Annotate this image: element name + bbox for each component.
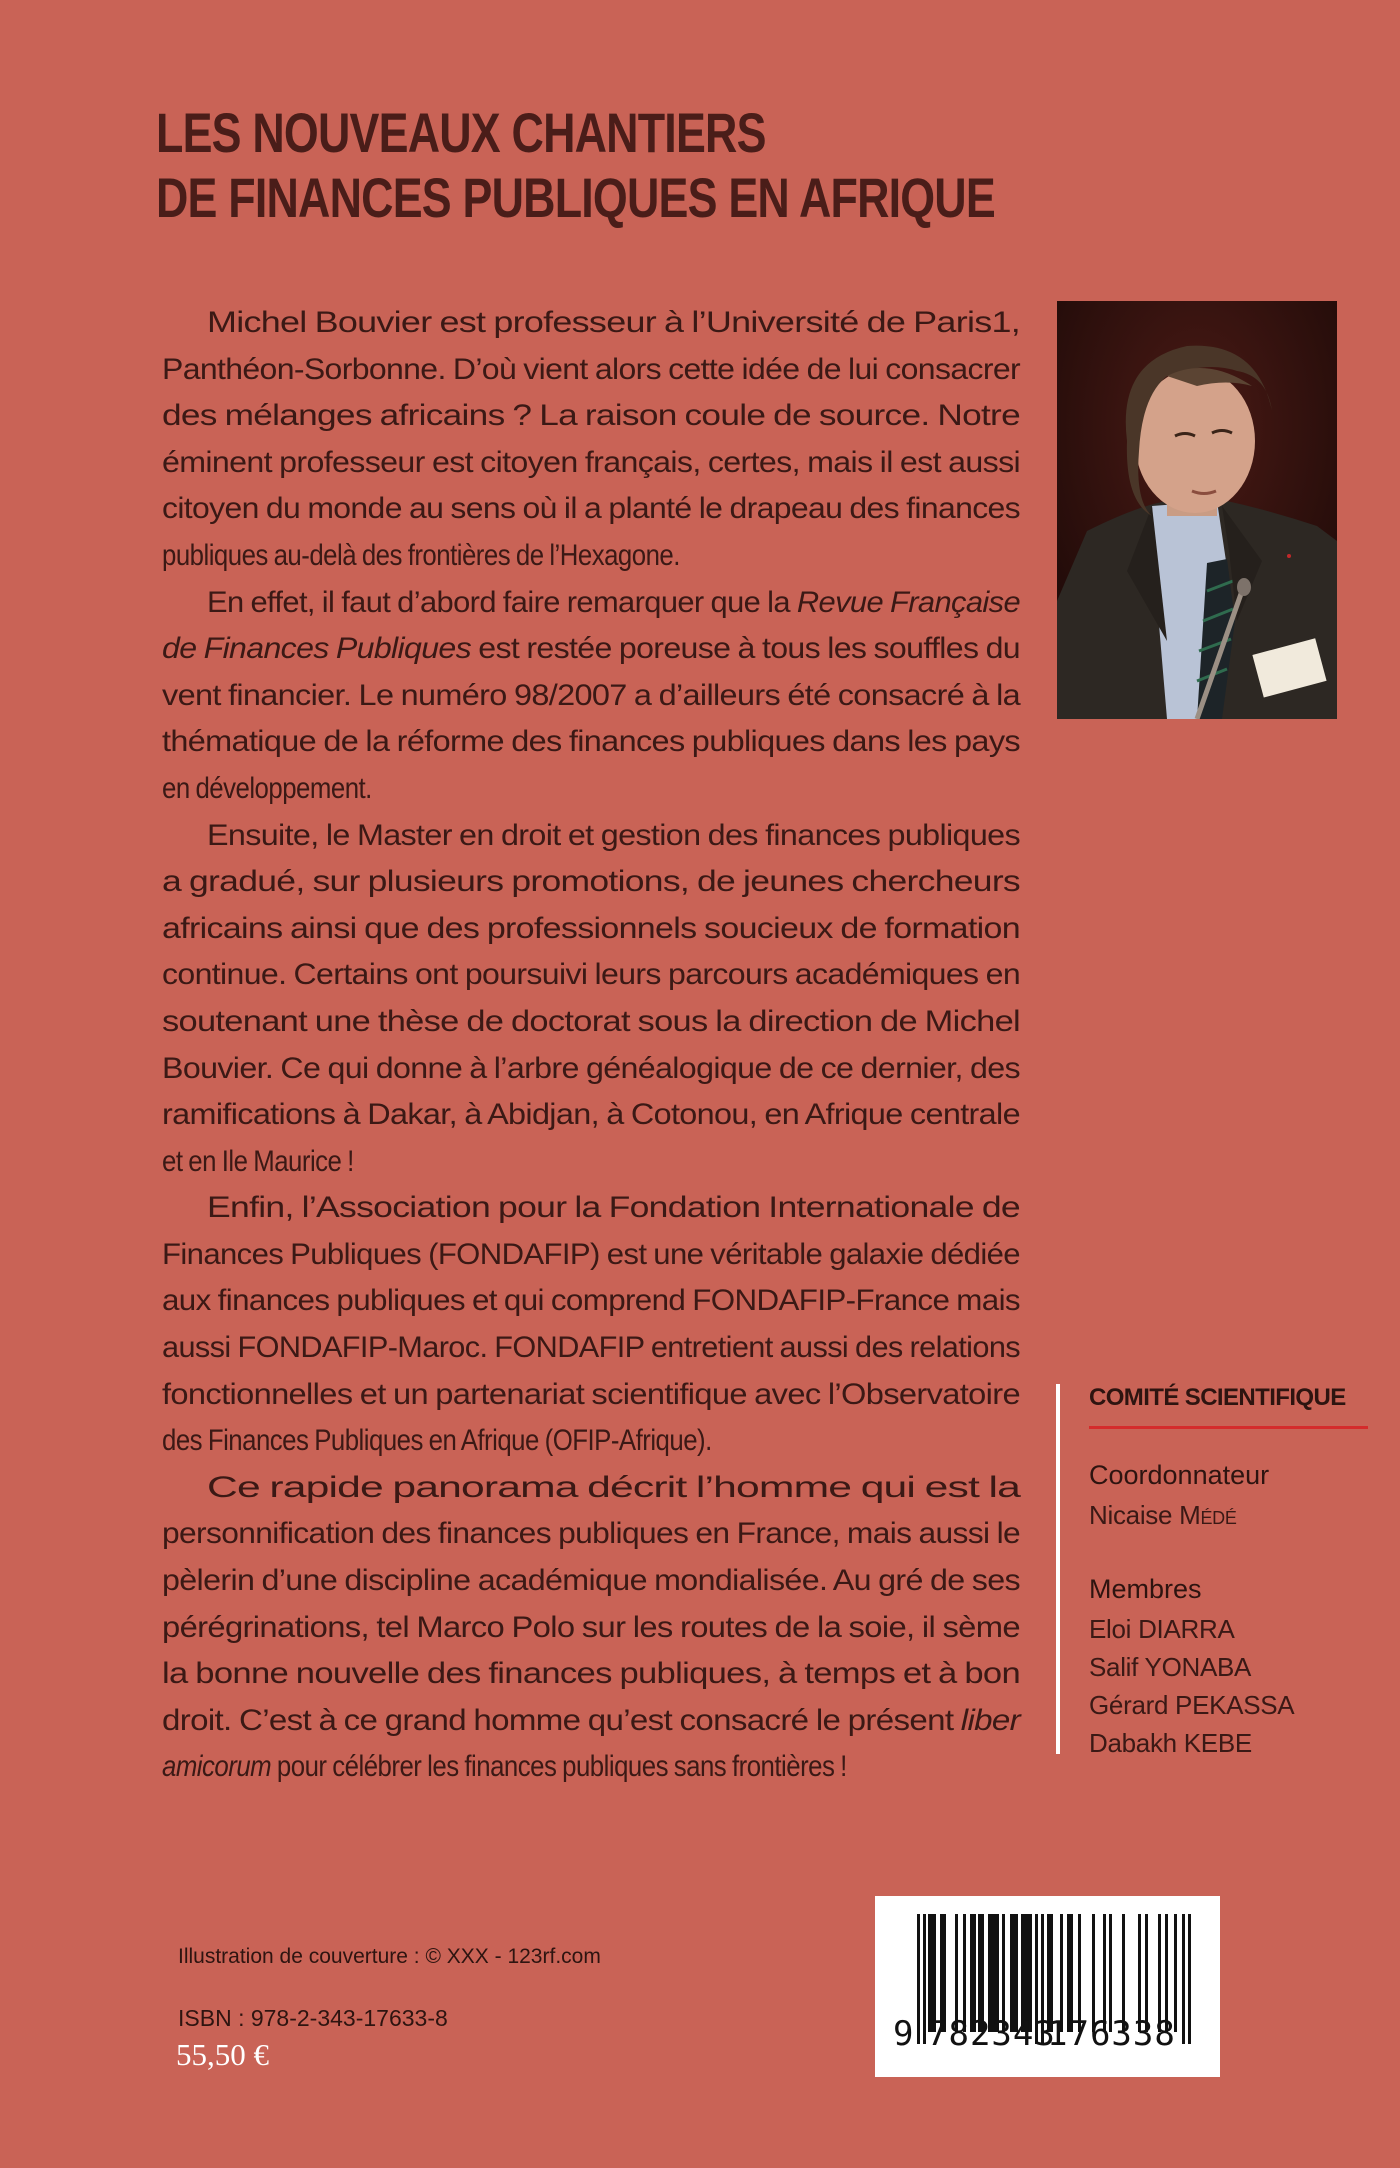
- committee-vertical-divider: [1056, 1384, 1060, 1754]
- member-name: Dabakh KEBE: [1089, 1728, 1252, 1758]
- text-line: Bouvier. Ce qui donne à l’arbre généalogique de ce dernier, des: [162, 1051, 1020, 1085]
- text-line: des Finances Publiques en Afrique (OFIP-Afrique).: [162, 1424, 712, 1458]
- latin-phrase-italic: liber: [960, 1703, 1021, 1737]
- blurb-paragraph-5: [162, 1465, 1020, 1791]
- text-line: vent financier. Le numéro 98/2007 a d’ailleurs été consacré à la: [162, 678, 1021, 712]
- book-title: [156, 100, 995, 230]
- text-line: Ensuite, le Master en droit et gestion des finances publiques: [207, 818, 1021, 852]
- scientific-committee: [1056, 1384, 1376, 1758]
- blurb-paragraph-1: [162, 300, 1020, 580]
- blurb-paragraph-4: [162, 1185, 1020, 1465]
- text-run: droit. C’est à ce grand homme qu’est consacré le présent: [162, 1703, 961, 1737]
- author-photo: [1057, 301, 1337, 719]
- text-line: la bonne nouvelle des finances publiques, à temps et à bon: [162, 1657, 1021, 1691]
- isbn-barcode: [875, 1896, 1220, 2077]
- coordinator-first-name: Nicaise: [1089, 1500, 1180, 1530]
- text-line: africains ainsi que des professionnels soucieux de formation: [162, 911, 1020, 945]
- member-name: Eloi DIARRA: [1089, 1614, 1235, 1644]
- barcode-first-digit: 9: [893, 2014, 915, 2054]
- committee-heading-underline: [1089, 1426, 1368, 1429]
- text-line: continue. Certains ont poursuivi leurs parcours académiques en: [162, 958, 1021, 992]
- blurb-paragraph-2: [162, 580, 1020, 813]
- blurb-paragraph-3: [162, 813, 1020, 1186]
- text-line: [162, 1698, 1020, 1745]
- text-run: En effet, il faut d’abord faire remarquer que la: [207, 585, 797, 619]
- text-run: pour célébrer les finances publiques sans frontières !: [271, 1750, 847, 1784]
- text-line: aux finances publiques et qui comprend FONDAFIP-France mais: [162, 1284, 1020, 1318]
- barcode-group-1: 782343: [927, 2014, 1056, 2054]
- text-line: [162, 626, 1020, 673]
- text-line: Enfin, l’Association pour la Fondation Internationale de: [207, 1191, 1020, 1225]
- text-line: éminent professeur est citoyen français, certes, mais il est aussi: [162, 445, 1021, 479]
- committee-heading: COMITÉ SCIENTIFIQUE: [1089, 1384, 1346, 1411]
- isbn: ISBN : 978-2-343-17633-8: [178, 2005, 448, 2031]
- text-line: pérégrinations, tel Marco Polo sur les routes de la soie, il sème: [162, 1610, 1020, 1644]
- journal-title-italic: Revue Française: [796, 585, 1021, 619]
- price: 55,50 €: [176, 2037, 269, 2072]
- text-line: personnification des finances publiques en France, mais aussi le: [162, 1517, 1021, 1551]
- text-line: ramifications à Dakar, à Abidjan, à Cotonou, en Afrique centrale: [162, 1098, 1020, 1132]
- journal-title-italic: de Finances Publiques: [162, 632, 472, 666]
- member-name: Gérard PEKASSA: [1089, 1690, 1295, 1720]
- text-line: et en Ile Maurice !: [162, 1144, 354, 1178]
- text-run: est restée poreuse à tous les souffles du: [471, 632, 1021, 666]
- text-line: fonctionnelles et un partenariat scientifique avec l’Observatoire: [162, 1377, 1020, 1411]
- coordinator-last-rest: ÉDÉ: [1200, 1508, 1237, 1528]
- text-line: pèlerin d’une discipline académique mondialisée. Au gré de ses: [162, 1564, 1021, 1598]
- book-title-line-2: DE FINANCES PUBLIQUES EN AFRIQUE: [156, 166, 995, 229]
- text-line: thématique de la réforme des finances publiques dans les pays: [162, 725, 1020, 759]
- text-line: [162, 1744, 1020, 1791]
- member-name: Salif YONABA: [1089, 1652, 1252, 1682]
- book-title-line-1: LES NOUVEAUX CHANTIERS: [156, 101, 766, 164]
- back-cover-blurb: [162, 300, 1020, 1791]
- text-line: Panthéon-Sorbonne. D’où vient alors cette idée de lui consacrer: [162, 352, 1020, 386]
- portrait-illustration: [1057, 301, 1337, 719]
- text-line: a gradué, sur plusieurs promotions, de jeunes chercheurs: [162, 865, 1020, 899]
- text-line: Finances Publiques (FONDAFIP) est une véritable galaxie dédiée: [162, 1237, 1020, 1271]
- text-line: Michel Bouvier est professeur à l’Université de Paris1,: [207, 306, 1021, 339]
- text-line: Ce rapide panorama décrit l’homme qui est la: [207, 1470, 1021, 1504]
- barcode-group-2: 176338: [1047, 2014, 1176, 2054]
- text-line: en développement.: [162, 771, 372, 805]
- text-line: soutenant une thèse de doctorat sous la direction de Michel: [162, 1004, 1021, 1038]
- text-line: aussi FONDAFIP-Maroc. FONDAFIP entretient aussi des relations: [162, 1331, 1021, 1365]
- coordinator-name: [1089, 1500, 1237, 1531]
- coordinator-last-initial: M: [1179, 1500, 1201, 1530]
- barcode-digits: [875, 2014, 1220, 2054]
- coordinator-label: Coordonnateur: [1089, 1460, 1270, 1490]
- text-line: [162, 580, 1020, 627]
- text-line: citoyen du monde au sens où il a planté le drapeau des finances: [162, 492, 1021, 526]
- latin-phrase-italic: amicorum: [162, 1750, 272, 1784]
- text-line: publiques au-delà des frontières de l’Hexagone.: [162, 538, 680, 572]
- cover-illustration-credit: Illustration de couverture : © XXX - 123rf.com: [178, 1945, 601, 1968]
- members-label: Membres: [1089, 1574, 1202, 1604]
- text-line: des mélanges africains ? La raison coule de source. Notre: [162, 399, 1020, 433]
